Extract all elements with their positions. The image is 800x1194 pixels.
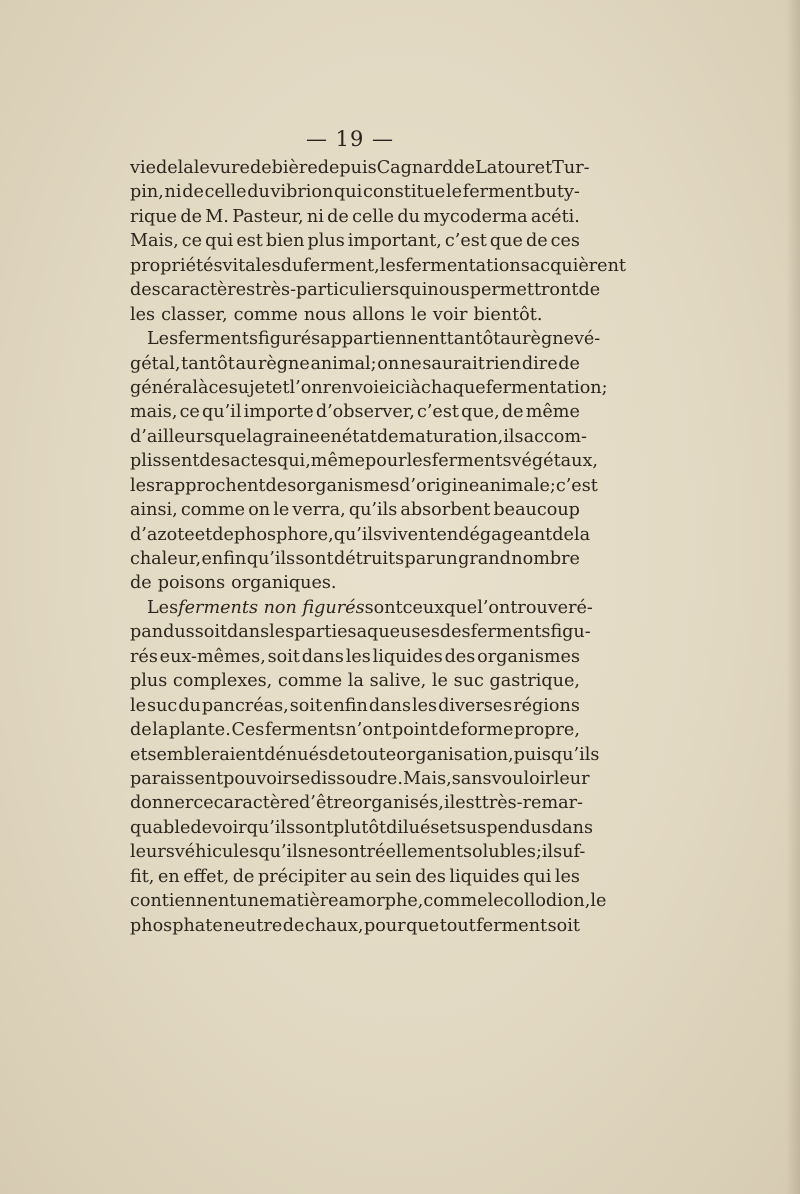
text-line: gétal, tantôt au règne animal; on ne saurait rien dire de (130, 353, 580, 374)
text-line: le suc du pancréas, soit enfin dans les diverses régions (130, 695, 580, 716)
text-line: d’azote et de phosphore, qu’ils vivent en dégageant de la (130, 524, 591, 545)
text-line: d’ailleurs que la graine en état de maturation, ils accom- (130, 426, 587, 447)
text-line: leurs véhicules qu’ils ne sont réellement solubles; il suf- (130, 842, 586, 863)
text-line: plus complexes, comme la salive, le suc gastrique, (130, 671, 580, 692)
text-line: quable de voir qu’ils sont plutôt dilués et suspendus dans (130, 817, 594, 838)
text-line: pin, ni de celle du vibrion qui constitue le ferment buty- (130, 182, 580, 203)
text-line: vie de la levure de bière depuis Cagnard de Latour et Tur- (130, 158, 590, 178)
text-line: les rapprochent des organismes d’origine animale ; c’est (130, 475, 598, 496)
text-line: de la plante. Ces ferments n’ont point de forme propre, (130, 720, 580, 741)
text-line: les classer, comme nous allons le voir bientôt. (130, 304, 543, 325)
text-line: de poisons organiques. (130, 573, 337, 594)
text-line: phosphate neutre de chaux, pour que tout ferment soit (130, 915, 580, 936)
text-line: rique de M. Pasteur, ni de celle du mycoderma acéti. (130, 206, 580, 227)
text-line: et sembleraient dénués de toute organisation, puisqu’ils (130, 744, 600, 765)
body-text (130, 156, 626, 938)
text-line: pandus soit dans les parties aqueuses des ferments figu- (130, 622, 591, 643)
text-line: des caractères très-particuliers qui nous permettront de (130, 280, 601, 301)
text-line: rés eux-mêmes, soit dans les liquides des organismes (130, 646, 580, 667)
page-edge-shadow (786, 0, 800, 1194)
text-line: mais, ce qu’il importe d’observer, c’est que, de même (130, 402, 580, 423)
text-line: Mais, ce qui est bien plus important, c’est que de ces (130, 231, 580, 252)
text-line: général à ce sujet et l’on renvoie ici à chaque fermentation; (130, 377, 608, 398)
text-line: plissent des actes qui, même pour les ferments végétaux, (130, 451, 598, 472)
text-line: chaleur, enfin qu’ils sont détruits par un grand nombre (130, 549, 580, 569)
page-number: — 19 — (305, 127, 395, 151)
text-line: contiennent une matière amorphe, comme le collodion, le (130, 891, 607, 912)
text-line: donner ce caractère d’être organisés, il est très-remar- (130, 793, 583, 814)
text-line: Les ferments figurés appartiennent tantôt au règne vé- (147, 329, 601, 350)
text-line: fit, en effet, de précipiter au sein des liquides qui les (130, 866, 580, 887)
text-line: propriétés vitales du ferment, les fermentations acquièrent (130, 255, 626, 276)
text-line: Les ferments non figurés sont ceux que l’on trouve ré- (147, 597, 593, 618)
text-line: ainsi, comme on le verra, qu’ils absorbent beaucoup (130, 500, 580, 521)
text-line: paraissent pouvoir se dissoudre. Mais, sans vouloir leur (130, 768, 590, 789)
